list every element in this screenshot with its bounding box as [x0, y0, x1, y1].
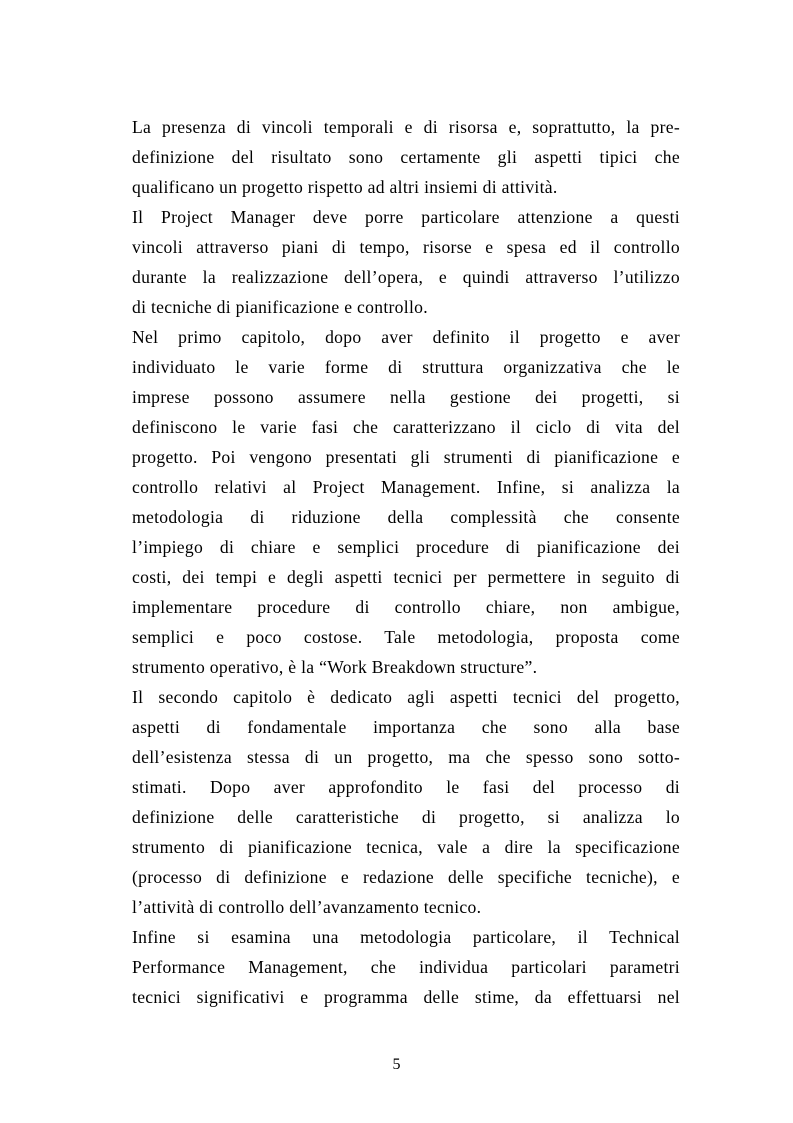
- text-line: (processo di definizione e redazione delle specifiche tecniche), e: [132, 867, 680, 887]
- text-line: semplici e poco costose. Tale metodologia, proposta come: [132, 627, 680, 647]
- text-line: aspetti di fondamentale importanza che sono alla base: [132, 717, 680, 737]
- text-line: Infine si esamina una metodologia particolare, il Technical: [132, 927, 680, 947]
- page-number: 5: [392, 1056, 401, 1073]
- text-line: imprese possono assumere nella gestione dei progetti, si: [132, 387, 680, 407]
- text-line: di tecniche di pianificazione e controllo.: [132, 297, 428, 317]
- text-line: progetto. Poi vengono presentati gli strumenti di pianificazione e: [132, 447, 680, 467]
- text-line: metodologia di riduzione della complessità che consente: [132, 507, 680, 527]
- text-line: Performance Management, che individua particolari parametri: [132, 957, 680, 977]
- text-line: La presenza di vincoli temporali e di risorsa e, soprattutto, la pre-: [132, 117, 680, 137]
- text-line: stimati. Dopo aver approfondito le fasi del processo di: [132, 777, 680, 797]
- text-line: qualificano un progetto rispetto ad altri insiemi di attività.: [132, 177, 558, 197]
- text-line: definizione delle caratteristiche di progetto, si analizza lo: [132, 807, 680, 827]
- text-line: costi, dei tempi e degli aspetti tecnici per permettere in seguito di: [132, 567, 680, 587]
- text-line: Il secondo capitolo è dedicato agli aspetti tecnici del progetto,: [132, 687, 680, 707]
- text-line: strumento di pianificazione tecnica, vale a dire la specificazione: [132, 837, 680, 857]
- text-line: strumento operativo, è la “Work Breakdown structure”.: [132, 657, 538, 677]
- text-line: Nel primo capitolo, dopo aver definito il progetto e aver: [132, 327, 680, 347]
- paragraph-5: [132, 922, 680, 1012]
- text-line: implementare procedure di controllo chiare, non ambigue,: [132, 597, 680, 617]
- text-line: durante la realizzazione dell’opera, e quindi attraverso l’utilizzo: [132, 267, 680, 287]
- body-text: [132, 112, 680, 1012]
- paragraph-4: [132, 682, 680, 922]
- text-line: dell’esistenza stessa di un progetto, ma che spesso sono sotto-: [132, 747, 680, 767]
- text-line: individuato le varie forme di struttura organizzativa che le: [132, 357, 680, 377]
- paragraph-1: [132, 112, 680, 202]
- text-line: l’impiego di chiare e semplici procedure di pianificazione dei: [132, 537, 680, 557]
- text-line: definiscono le varie fasi che caratterizzano il ciclo di vita del: [132, 417, 680, 437]
- text-line: Il Project Manager deve porre particolare attenzione a questi: [132, 207, 680, 227]
- text-line: definizione del risultato sono certamente gli aspetti tipici che: [132, 147, 680, 167]
- text-line: l’attività di controllo dell’avanzamento tecnico.: [132, 897, 482, 917]
- text-line: controllo relativi al Project Management. Infine, si analizza la: [132, 477, 680, 497]
- paragraph-2: [132, 202, 680, 322]
- text-line: tecnici significativi e programma delle stime, da effettuarsi nel: [132, 987, 680, 1007]
- text-line: vincoli attraverso piani di tempo, risorse e spesa ed il controllo: [132, 237, 680, 257]
- paragraph-3: [132, 322, 680, 682]
